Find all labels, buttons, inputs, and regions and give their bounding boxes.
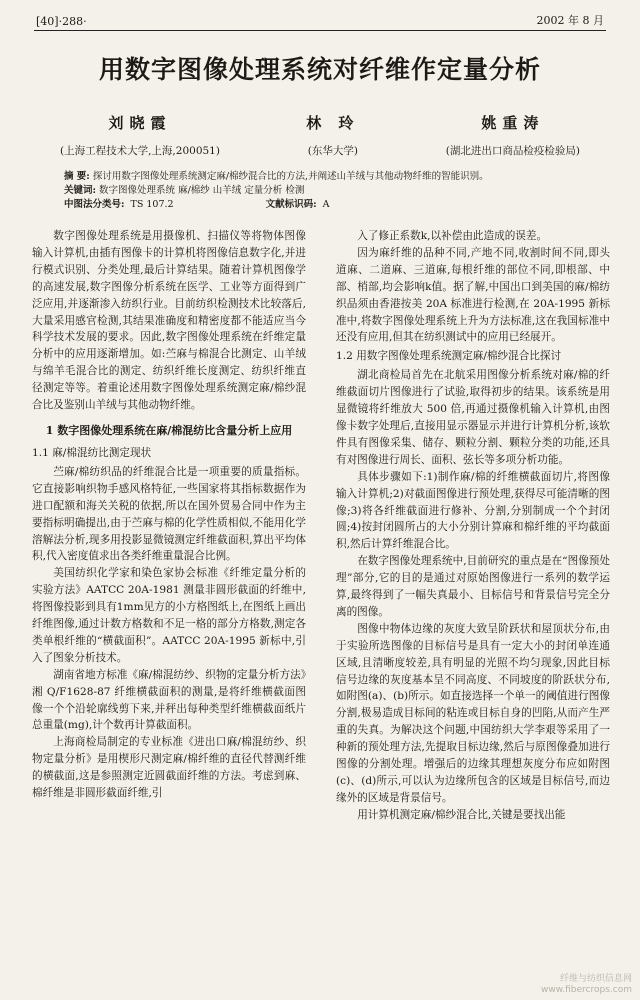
author-block <box>60 112 580 158</box>
classification-line <box>64 198 576 212</box>
running-header <box>36 10 604 28</box>
body-column-left <box>32 228 306 802</box>
clc-value: TS 107.2 <box>130 199 174 210</box>
site-watermark <box>541 974 632 996</box>
body-paragraph: 因为麻纤维的品种不同,产地不同,收割时间不同,即头道麻、二道麻、三道麻,每根纤维的部位不同,即根部、中部、梢部,均会影响k值。据了解,中国出口到美国的麻/棉纺织品须由香港按美 20A 标准进行检测,在 20A-1995 新标准中,将数字图像处理系统上升为方法标准,这在我国标准中还没有应用,但其在纺织测试中的应用已经展开。 <box>336 246 610 344</box>
body-paragraph: 在数字图像处理系统中,目前研究的重点是在“图像预处理”部分,它的目的是通过对原始图像进行一系列的数学运算,最终得到了一幅失真最小、目标信号和背景信号完全分离的图像。 <box>336 555 610 618</box>
author-name: 姚重涛 <box>481 114 545 132</box>
abstract <box>64 170 576 184</box>
author-1 <box>60 112 220 158</box>
body-column-right <box>336 228 610 824</box>
page-reference: [40]·288· <box>36 15 87 28</box>
keywords-text: 数字图像处理系统 麻/棉纱 山羊绒 定量分析 检测 <box>99 185 305 196</box>
author-2 <box>306 112 359 158</box>
author-affiliation: (东华大学) <box>307 145 358 157</box>
doc-code-value: A <box>322 199 330 210</box>
body-paragraph: 美国纺织化学家和染色家协会标准《纤维定量分析的实验方法》AATCC 20A-1981 测量非圆形截面的纤维中,将图像投影到具有1mm见方的小方格图纸上,在图纸上画出纤维图像,通过计数方格数和不足一格的部分方格数,测定各类单根纤维的“横截面积”。AATCC 20A-1995 新标中,引入了图象分析技术。 <box>32 567 306 664</box>
keywords <box>64 184 576 198</box>
header-rule <box>34 30 606 31</box>
body-paragraph: 湖北商检局首先在北航采用图像分析系统对麻/棉的纤维截面切片图像进行了试验,取得初步的结果。该系统是用显微镜将纤维放大 500 倍,再通过摄像机输入计算机,由图像卡数字处理后,直接用显示器显示并进行计算机分析,该软件具有图像采集、储存、颗粒分割、颗粒分类的功能,还具有对图像进行周长、面积、弦长等多项分析功能。 <box>336 369 610 466</box>
issue-date: 2002 年 8 月 <box>536 14 604 27</box>
body-paragraph: 用计算机测定麻/棉纱混合比,关键是要找出能 <box>357 808 566 821</box>
author-affiliation: (上海工程技术大学,上海,200051) <box>60 145 220 157</box>
body-paragraph: 数字图像处理系统是用摄像机、扫描仪等将物体图像输入计算机,由插有图像卡的计算机将图像信息数字化,并进行模式识别、分类处理,最后计算结果。随着计算机图像学的高速发展,数字图像分析系统在医学、工业等方面得到广泛应用,并逐渐渗入纺织行业。目前纺织检测技术比较落后,大量采用感官检测,其结果准确度和精密度都不能适应当今科学技术发展的要求。因此,数字图像处理系统在纤维定量分析中的应用逐渐增加。如:苎麻与棉混合比测定、山羊绒与绵羊毛混合比的测定、纺织纤维长度测定、纺织纤维直径测定等等。着重论述用数字图像处理系统测定麻/棉纱混合比及鉴别山羊绒与其他动物纤维。 <box>32 230 306 412</box>
abstract-label: 摘 要: <box>64 171 90 182</box>
section-heading: 1 数字图像处理系统在麻/棉混纺比含量分析上应用 <box>45 423 293 437</box>
body-paragraph: 图像中物体边缘的灰度大致呈阶跃状和屋顶状分布,由于实验所选图像的目标信号是具有一定大小的封闭单连通区域,且清晰度较差,具有明显的光照不均匀现象,因此目标信号边缘的灰度基本呈不同高度、不同坡度的阶跃状分布,如附图(a)、(b)所示。如直接选择一个单一的阈值进行图像分割,极易造成目标间的粘连或目标自身的凹陷,从而产生严重的失真。为解决这个问题,中国纺织大学李艰等采用了一种新的预处理方法,先提取目标边缘,然后与原图像叠加进行图像的分割处理。增强后的边缘其理想灰度分布应如附图(c)、(d)所示,可以认为边缘所包含的区域是目标信号,而边缘外的区域是背景信号。 <box>336 622 610 804</box>
clc-label: 中图法分类号: <box>64 199 125 210</box>
subsection-heading: 1.1 麻/棉混纺比测定现状 <box>32 446 152 459</box>
abstract-text: 探讨用数字图像处理系统测定麻/棉纱混合比的方法,并阐述山羊绒与其他动物纤维的智能识别。 <box>92 171 489 182</box>
author-name: 林 玲 <box>306 114 360 132</box>
body-paragraph: 具体步骤如下:1)制作麻/棉的纤维横截面切片,将图像输入计算机;2)对截面图像进行预处理,获得尽可能清晰的图像;3)将各纤维截面进行修补、分割,分别制成一个个封闭圆;4)按封闭圆所占的大小分别计算麻和棉纤维的平均截面积,然后计算纤维混合比。 <box>336 470 610 551</box>
doc-code-label: 文献标识码: <box>265 199 317 210</box>
keywords-label: 关键词: <box>64 185 97 196</box>
abstract-block <box>64 170 576 212</box>
body-paragraph: 入了修正系数k,以补偿由此造成的误差。 <box>357 230 548 242</box>
body-paragraph: 苎麻/棉纺织品的纤维混合比是一项重要的质量指标。它直接影响织物手感风格特征,一些国家将其指标数据作为进口配额和海关关税的依据,所以在国外贸易合同中作为主要指标明确提出,由于苎麻与棉的化学性质相似,不能用化学溶解法分析,现多用投影显微镜测定纤维截面积,算出平均体积,代入密度值求出各类纤维重量混合比例。 <box>32 465 306 563</box>
author-3 <box>446 112 580 158</box>
spacer <box>180 198 260 212</box>
body-paragraph: 上海商检局制定的专业标准《进出口麻/棉混纺纱、织物定量分析》是用楔形尺测定麻/棉纤维的直径代替测纤维的横截面,这是参照测定近圆截面纤维的方法。考虑到麻、棉纤维是非圆形截面纤维,引 <box>32 736 306 800</box>
body-paragraph: 湖南省地方标准《麻/棉混纺纱、织物的定量分析方法》湘 Q/F1628-87 纤维横截面积的测量,是将纤维横截面图像一个个沿轮廓线剪下来,并秤出每种类型纤维横截面纸片总重量(mg),计个数再计算截面积。 <box>32 668 306 732</box>
subsection-heading: 1.2 用数字图像处理系统测定麻/棉纱混合比探讨 <box>336 350 562 363</box>
watermark-line-1: 纤维与纺织信息网 <box>559 974 632 984</box>
watermark-line-2: www.fibercrops.com <box>541 985 632 995</box>
article-title: 用数字图像处理系统对纤维作定量分析 <box>98 55 541 84</box>
author-name: 刘晓霞 <box>108 114 172 132</box>
author-affiliation: (湖北进出口商品检疫检验局) <box>445 145 580 157</box>
